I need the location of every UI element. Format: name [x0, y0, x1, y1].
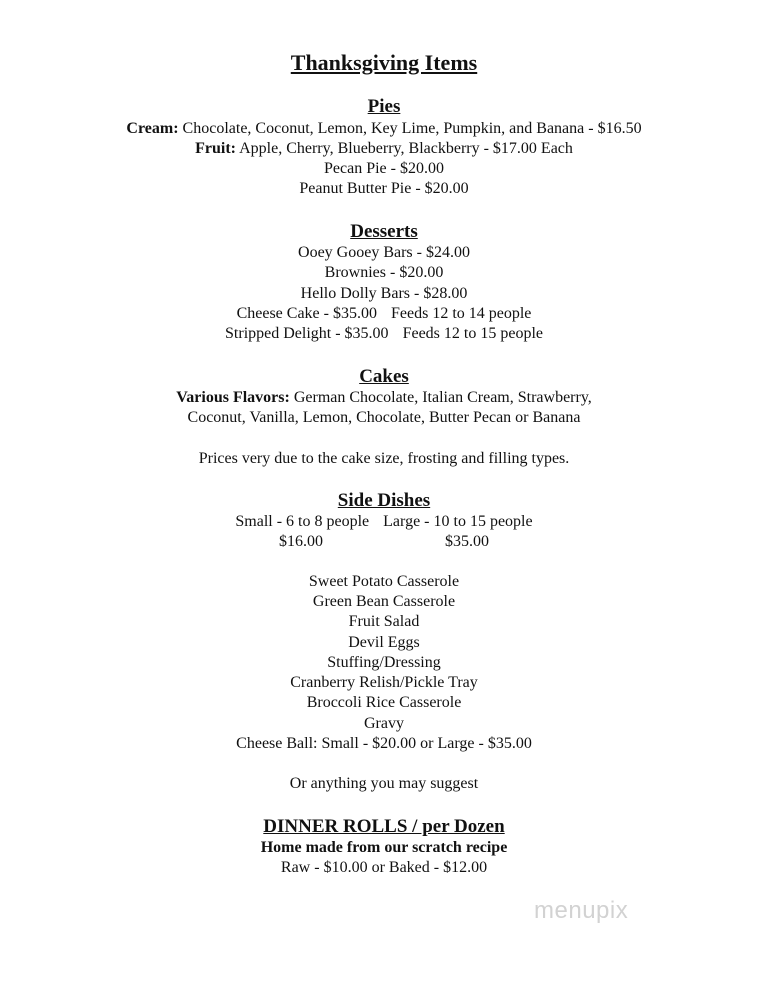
stripped-delight-price: Stripped Delight - $35.00: [225, 325, 389, 342]
side-dish-item: Devil Eggs: [348, 634, 420, 651]
stripped-delight-feeds: Feeds 12 to 15 people: [402, 325, 543, 342]
cake-flavors-line-1: [0, 388, 768, 408]
small-size-label: Small - 6 to 8 people: [235, 513, 370, 530]
side-prices-line: [0, 532, 768, 552]
fruit-text: Apple, Cherry, Blueberry, Blackberry - $17.00 Each: [235, 140, 573, 157]
small-size-price: $16.00: [279, 533, 323, 550]
pies-heading: Pies: [367, 96, 401, 117]
menupix-watermark: menupix: [534, 897, 629, 924]
suggest-line: Or anything you may suggest: [289, 775, 479, 792]
cake-flavors-line-2: Coconut, Vanilla, Lemon, Chocolate, Butter Pecan or Banana: [187, 409, 581, 426]
peanut-butter-pie-line: Peanut Butter Pie - $20.00: [299, 180, 469, 197]
cake-flavors-text-1: German Chocolate, Italian Cream, Strawberry,: [289, 389, 592, 406]
dinner-rolls-heading: DINNER ROLLS / per Dozen: [263, 816, 505, 837]
stripped-delight-line: [0, 324, 768, 344]
dinner-rolls-subheading: Home made from our scratch recipe: [260, 839, 508, 856]
dessert-item: Ooey Gooey Bars - $24.00: [298, 244, 470, 261]
dinner-rolls-prices: Raw - $10.00 or Baked - $12.00: [280, 859, 488, 876]
page-title: Thanksgiving Items: [290, 50, 478, 75]
cake-price-note: Prices very due to the cake size, frosting and filling types.: [198, 450, 570, 467]
side-sizes-line: [0, 512, 768, 532]
dessert-item: Hello Dolly Bars - $28.00: [300, 285, 468, 302]
side-dish-item: Green Bean Casserole: [312, 593, 456, 610]
side-dish-item: Fruit Salad: [348, 613, 420, 630]
cream-text: Chocolate, Coconut, Lemon, Key Lime, Pumpkin, and Banana - $16.50: [178, 120, 642, 137]
large-size-label: Large - 10 to 15 people: [383, 513, 533, 530]
cream-label: Cream:: [126, 120, 179, 137]
cheese-cake-price: Cheese Cake - $35.00: [236, 305, 377, 322]
cheese-cake-line: [0, 304, 768, 324]
desserts-heading: Desserts: [350, 221, 418, 242]
dessert-item: Brownies - $20.00: [324, 264, 444, 281]
pecan-pie-line: Pecan Pie - $20.00: [324, 160, 444, 177]
fruit-label: Fruit:: [195, 140, 236, 157]
large-size-price: $35.00: [445, 533, 489, 550]
side-dishes-heading: Side Dishes: [337, 490, 431, 511]
side-dish-item: Cranberry Relish/Pickle Tray: [290, 674, 478, 691]
side-dish-item: Cheese Ball: Small - $20.00 or Large - $35.00: [236, 735, 532, 752]
various-flavors-label: Various Flavors:: [176, 389, 290, 406]
cakes-heading: Cakes: [359, 366, 409, 387]
pies-cream-line: [0, 119, 768, 139]
cheese-cake-feeds: Feeds 12 to 14 people: [390, 305, 532, 322]
side-dish-item: Sweet Potato Casserole: [308, 573, 460, 590]
side-dish-item: Gravy: [364, 715, 404, 732]
side-dish-item: Stuffing/Dressing: [327, 654, 441, 671]
side-dish-item: Broccoli Rice Casserole: [306, 694, 462, 711]
pies-fruit-line: [0, 139, 768, 159]
